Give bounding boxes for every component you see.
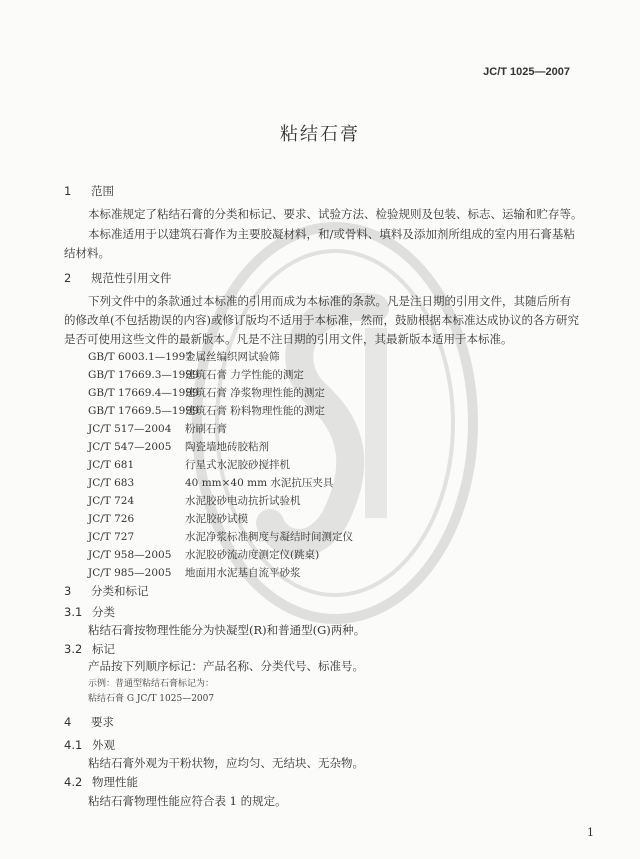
section-4-title: 要求 [91, 715, 114, 729]
example-value: 粘结石膏 G JC/T 1025—2007 [88, 694, 215, 704]
reference-title: 陶瓷墙地砖胶粘剂 [185, 441, 269, 453]
reference-code: JC/T 724 [88, 495, 135, 507]
reference-item [88, 565, 301, 580]
reference-item [88, 439, 269, 454]
reference-item [88, 367, 304, 382]
reference-title: 建筑石膏 力学性能的测定 [185, 369, 304, 381]
section-2-heading [64, 270, 172, 286]
reference-item [88, 475, 333, 490]
section-4-number: 4 [64, 715, 72, 729]
reference-title: 水泥胶砂电动抗折试验机 [185, 495, 301, 507]
section-1-paragraph-2a: 本标准适用于以建筑石膏作为主要胶凝材料，和/或骨料、填料及添加剂所组成的室内用石膏基粘 [88, 227, 575, 241]
standard-code: JC/T 1025—2007 [483, 66, 570, 78]
reference-title: 金属丝编织网试验筛 [185, 351, 280, 363]
document-title: 粘结石膏 [280, 124, 360, 145]
reference-title: 行星式水泥胶砂搅拌机 [185, 459, 290, 471]
reference-code: JC/T 683 [88, 477, 135, 489]
reference-code: JC/T 547—2005 [88, 441, 172, 453]
section-3-1-heading [64, 604, 115, 620]
page-number: 1 [587, 826, 594, 839]
section-3-2-title: 标记 [92, 642, 115, 656]
section-4-2-number: 4.2 [64, 775, 83, 789]
section-4-1-paragraph: 粘结石膏外观为干粉状物，应均匀、无结块、无杂物。 [88, 756, 364, 770]
section-1-heading [64, 183, 114, 199]
section-4-2-heading [64, 774, 138, 790]
section-4-1-heading [64, 737, 115, 753]
section-3-1-title: 分类 [92, 605, 115, 619]
section-3-1-paragraph: 粘结石膏按物理性能分为快凝型(R)和普通型(G)两种。 [88, 623, 366, 637]
reference-title: 粉刷石膏 [185, 423, 227, 435]
section-2-paragraph-line-1: 下列文件中的条款通过本标准的引用而成为本标准的条款。凡是注日期的引用文件，其随后所有 [88, 294, 571, 308]
reference-item [88, 385, 325, 400]
reference-code: JC/T 727 [88, 531, 135, 543]
section-3-2-heading [64, 641, 115, 657]
section-2-paragraph-line-3: 是否可使用这些文件的最新版本。凡是不注日期的引用文件，其最新版本适用于本标准。 [64, 332, 513, 346]
reference-title: 40 mm×40 mm 水泥抗压夹具 [185, 477, 334, 489]
reference-item [88, 349, 280, 364]
reference-code: JC/T 958—2005 [88, 549, 172, 561]
reference-code: JC/T 517—2004 [88, 423, 172, 435]
reference-code: GB/T 17669.4—1999 [88, 387, 199, 399]
section-2-paragraph-line-2: 的修改单(不包括勘误的内容)或修订版均不适用于本标准，然而，鼓励根据本标准达成协议的各方研究 [64, 313, 579, 327]
section-4-2-title: 物理性能 [92, 775, 138, 789]
reference-item [88, 529, 353, 544]
reference-title: 水泥胶砂试模 [185, 513, 248, 525]
reference-code: GB/T 6003.1—1997 [88, 351, 192, 363]
reference-title: 水泥胶砂流动度测定仪(跳桌) [185, 549, 320, 561]
reference-title: 地面用水泥基自流平砂浆 [185, 567, 301, 579]
section-1-number: 1 [64, 184, 72, 198]
reference-title: 建筑石膏 净浆物理性能的测定 [185, 387, 325, 399]
section-3-heading [64, 583, 149, 599]
section-1-title: 范围 [91, 184, 114, 198]
section-3-2-paragraph: 产品按下列顺序标记：产品名称、分类代号、标准号。 [88, 659, 364, 673]
reference-code: JC/T 681 [88, 459, 135, 471]
section-2-number: 2 [64, 271, 72, 285]
reference-title: 水泥净浆标准稠度与凝结时间测定仪 [185, 531, 353, 543]
section-4-1-title: 外观 [92, 738, 115, 752]
section-1-paragraph-1: 本标准规定了粘结石膏的分类和标记、要求、试验方法、检验规则及包装、标志、运输和贮存等。 [88, 207, 583, 221]
reference-title: 建筑石膏 粉料物理性能的测定 [185, 405, 325, 417]
example-label: 示例：普通型粘结石膏标记为： [88, 679, 215, 689]
reference-item [88, 421, 227, 436]
section-3-title: 分类和标记 [91, 584, 149, 598]
reference-code: GB/T 17669.3—1999 [88, 369, 199, 381]
section-3-2-number: 3.2 [64, 642, 83, 656]
reference-item [88, 403, 325, 418]
reference-item [88, 457, 290, 472]
reference-code: JC/T 726 [88, 513, 135, 525]
section-3-number: 3 [64, 584, 72, 598]
section-2-title: 规范性引用文件 [91, 271, 172, 285]
section-3-1-number: 3.1 [64, 605, 83, 619]
reference-item [88, 493, 301, 508]
reference-code: JC/T 985—2005 [88, 567, 172, 579]
section-1-paragraph-2b: 结材料。 [64, 246, 110, 260]
reference-item [88, 547, 319, 562]
reference-code: GB/T 17669.5—1999 [88, 405, 199, 417]
section-4-1-number: 4.1 [64, 738, 83, 752]
reference-item [88, 511, 248, 526]
section-4-2-paragraph: 粘结石膏物理性能应符合表 1 的规定。 [88, 794, 287, 808]
section-4-heading [64, 714, 114, 730]
